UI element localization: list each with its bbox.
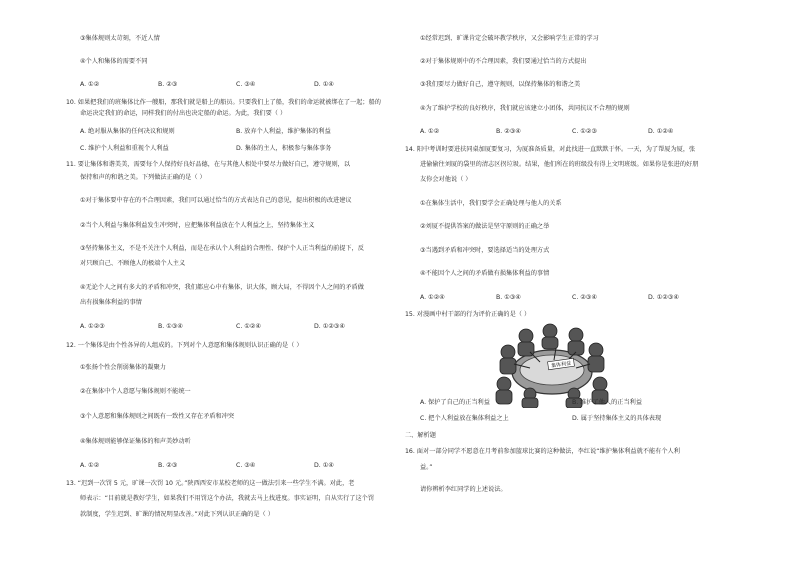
text-line: 对只顾自己、不顾他人的极端个人主义 <box>80 260 186 267</box>
text-line: ①在集体生活中，我们要学会正确处理与他人的关系 <box>420 200 562 207</box>
option: B. ①③④ <box>158 323 183 330</box>
option: A. ①② <box>420 128 440 135</box>
option: C. ③④ <box>236 462 256 469</box>
text-line: ①经常迟到、旷课肯定会破坏教学秩序，又会影响学生正常的学习 <box>420 35 599 42</box>
option: B. ②③ <box>158 462 178 469</box>
cartoon-sign: 集体利益 <box>550 360 572 370</box>
option: C. ①②④ <box>236 323 261 330</box>
text-line: ①对于集体要中存在的不合理因素，我们可以通过恰当的方式表达自己的意见，提出积极的改进建议 <box>80 197 352 204</box>
question-15: 15. 对漫画中村干部的行为评价正确的是（ ） <box>405 311 531 318</box>
text-line: 命运决定我们的命运，同样我们的付出也决定船的命运。为此，我们要（ ） <box>80 110 287 117</box>
text-line: ②在集体中个人意愿与集体规则不能统一 <box>80 388 191 395</box>
text-line: ③集体规则太苛刻，不近人情 <box>80 35 160 42</box>
option: C. ③④ <box>236 81 256 88</box>
text-line: ②刘厦不提供答案的做法是坚守原则的正确之举 <box>420 223 550 230</box>
text-line: ④集体规则能够保证集体的和声美妙动听 <box>80 438 191 445</box>
text-line: ④为了维护学校的良好秩序，我们就应该建立小团体，共同抗议不合理的规则 <box>420 105 630 112</box>
text-line: ④无论个人之间有多大的矛盾和冲突，我们都应心中有集体，识大体，顾大局，不得因个人之间的矛盾做 <box>80 284 364 291</box>
option: A. ①②④ <box>420 294 445 301</box>
text-line: 保持和声的和谐之美。下列做法正确的是（ ） <box>80 174 206 181</box>
option: B. 维护了他人的正当利益 <box>572 399 643 406</box>
text-line: ④不能因个人之间的矛盾做有损集体利益的事情 <box>420 270 550 277</box>
question-13: 13. “迟到一次罚 5 元，旷课一次罚 10 元。”陕西西安市某校老师的这一做法引来一些学生不满。对此，老 <box>66 480 355 487</box>
text-line: 请你辨析李红同学的上述说法。 <box>420 486 507 493</box>
text-line: 出有损集体利益的事情 <box>80 299 142 306</box>
option: A. ①② <box>80 81 100 88</box>
option: D. 属于坚持集体主义的具体表现 <box>572 415 662 422</box>
text-line: ③个人意愿和集体规则之间既有一致性又存在矛盾和冲突 <box>80 413 235 420</box>
text-line: ②对于集体规则中的不合理因素，我们要通过恰当的方式提出 <box>420 58 587 65</box>
question-12: 12. 一个集体是由个性各异的人组成的。下列对个人意愿和集体规则认识正确的是（ ） <box>66 342 303 349</box>
question-14: 14. 阳中考训时要进扶同桌加厦要复习，为厦准备质量，对此找进一直默默于怀。一天，为了帮厦为厦，张 <box>405 146 696 153</box>
question-10: 10. 如果把我们的班集体比作一艘船，那我们就是船上的船员。只要我们上了船，我们的命运就被绑在了一起；船的 <box>66 99 381 106</box>
option: D. ①②④ <box>648 128 674 135</box>
text-line: 友你会对他说（ ） <box>420 176 472 183</box>
option: A. ①②③ <box>80 323 105 330</box>
cartoon-illustration <box>490 322 614 408</box>
option: D. ①②③④ <box>648 294 679 301</box>
section-heading: 二、解析题 <box>405 432 436 439</box>
text-line: ④个人和集体的需要不同 <box>80 58 148 65</box>
text-line: ③坚持集体主义，不是不关注个人利益，而是在承认个人利益的合理性、保护个人正当利益的前提下，反 <box>80 245 364 252</box>
question-11: 11. 要让集体和谐美美，需要每个人保持好良好品德，在与其他人相处中要尽力做好自己，遵守规则，以 <box>66 161 351 168</box>
text-line: 款制度，学生迟到、旷课的情况明显改善。”对此下列认识正确的是（ ） <box>80 511 274 518</box>
option: D. ①②③④ <box>314 323 345 330</box>
text-line: ③当遇到矛盾和冲突时，要选择适当的处理方式 <box>420 247 550 254</box>
text-line: ②当个人利益与集体利益发生冲突时，应把集体利益放在个人利益之上，坚持集体主义 <box>80 222 315 229</box>
text-line: 师表示：“目前就是教好学生，如果我们不用罚这个办法，我就去马上找进度。事实证明，自从实行了这个罚 <box>80 495 375 502</box>
option: B. ②③ <box>158 81 178 88</box>
option: B. 放弃个人利益，维护集体的利益 <box>236 128 331 135</box>
option: B. ①③④ <box>496 294 521 301</box>
option: B. ②③④ <box>496 128 521 135</box>
text-line: ③我们要尽力做好自己，遵守规则，以保持集体的和谐之美 <box>420 81 581 88</box>
option: D. ①④ <box>314 81 334 88</box>
question-16: 16. 面对一部分同学不愿意在月考前参加篮球比赛的这种做法，李红说“维护集体利益就不能有个人利 <box>405 448 680 455</box>
option: C. ②③④ <box>572 294 597 301</box>
option: A. 绝对服从集体的任何决议和规则 <box>80 128 175 135</box>
option: C. 把个人利益放在集体利益之上 <box>420 415 509 422</box>
option: C. ①②③ <box>572 128 597 135</box>
option: D. ①④ <box>314 462 334 469</box>
text-line: ①张扬个性会削弱集体的凝聚力 <box>80 364 166 371</box>
option: C. 维护个人利益和重视个人利益 <box>80 145 169 152</box>
option: A. ①② <box>80 462 100 469</box>
text-line: 益。” <box>420 464 433 471</box>
option: D. 集体的主人，积极参与集体事务 <box>236 145 332 152</box>
option: A. 保护了自己的正当利益 <box>420 399 490 406</box>
text-line: 进偷偷往刘厦的袋里的清志区拐垃圾。结果，他们所在的班级没有得上文明班级。如果你是张进的好朋 <box>420 161 699 168</box>
